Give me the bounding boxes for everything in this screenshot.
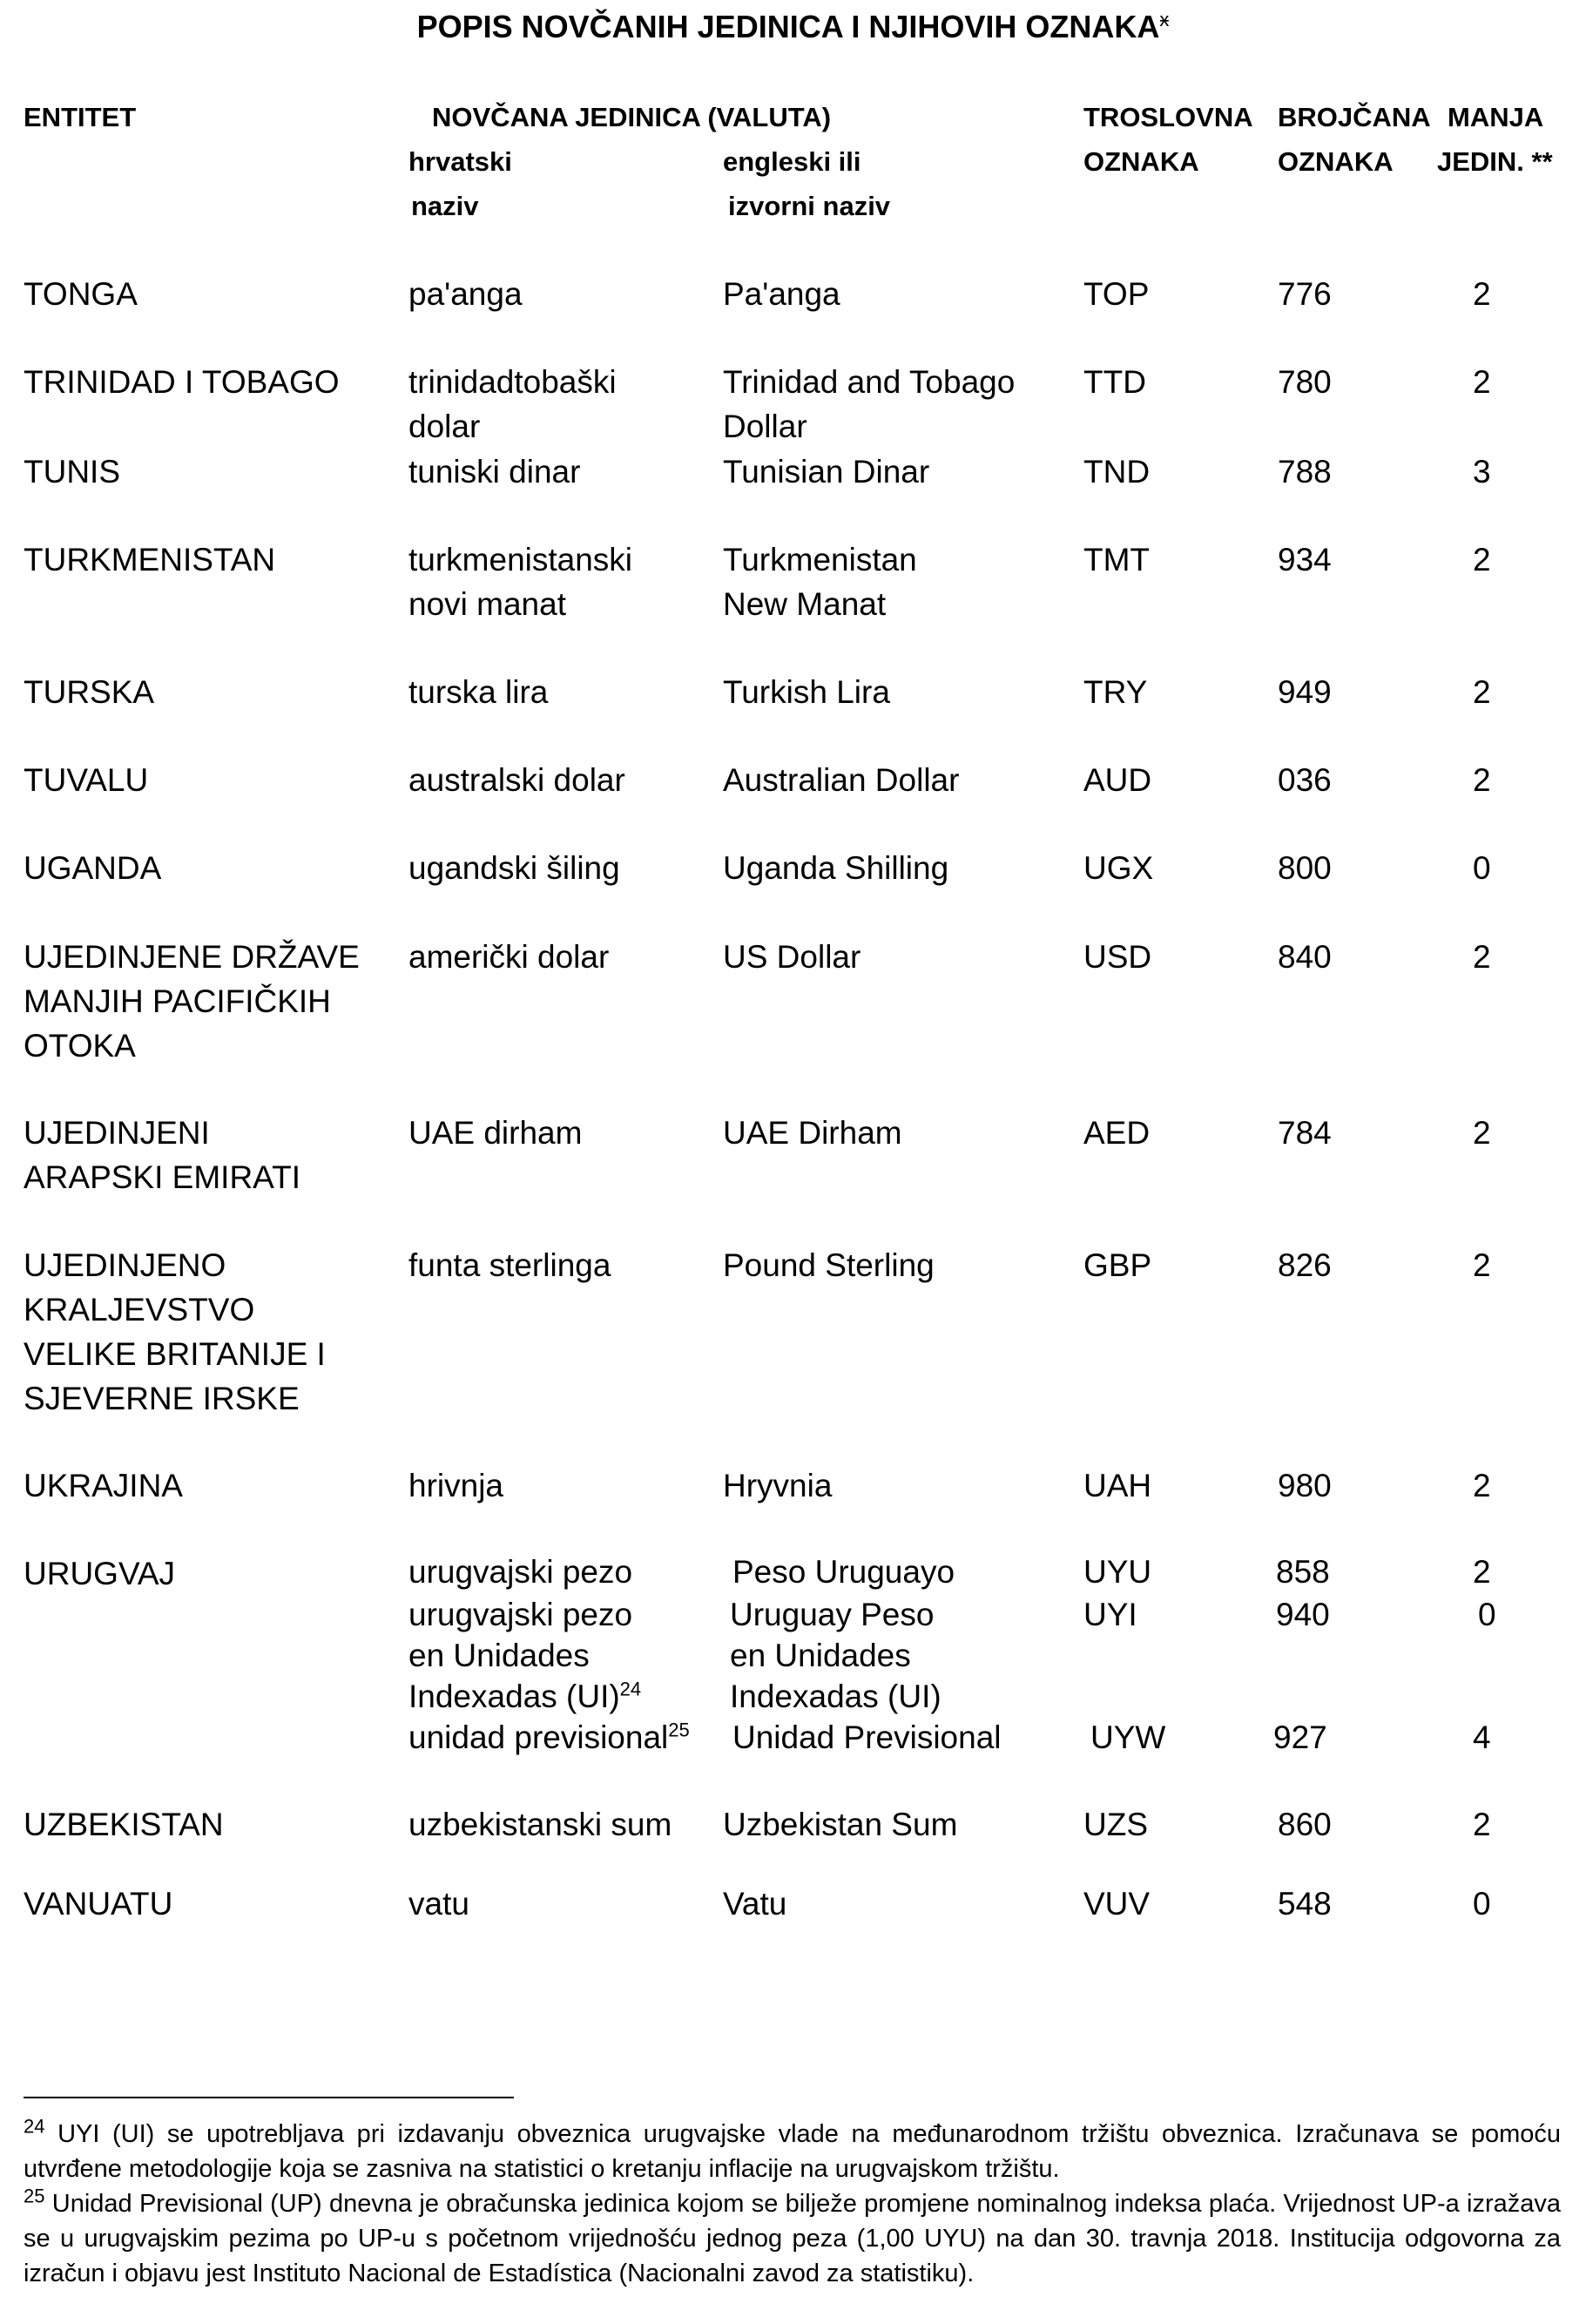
cell-num: 826 [1278, 1247, 1332, 1283]
cell-minor: 2 [1473, 939, 1491, 975]
cell-entity: VANUATU [24, 1886, 173, 1922]
cell-text: Indexadas (UI) [408, 1679, 620, 1714]
header-currency: NOVČANA JEDINICA (VALUTA) [432, 102, 832, 132]
cell-hr [408, 1594, 632, 1635]
header-english: engleski ili [723, 146, 861, 177]
cell-code: UYI [1083, 1597, 1137, 1632]
cell-entity: TONGA [24, 276, 138, 312]
cell-entity: UJEDINJENO KRALJEVSTVO VELIKE BRITANIJE I SJEVERNE IRSKE [24, 1247, 326, 1416]
cell-en: UAE Dirham [723, 1115, 902, 1151]
header-alpha-2: OZNAKA [1083, 146, 1199, 177]
cell-hr: američki dolar [408, 939, 610, 975]
header-english-2: izvorni naziv [728, 191, 891, 221]
cell-minor: 0 [1473, 850, 1491, 886]
header-croatian-2: naziv [411, 191, 479, 221]
cell-minor: 2 [1473, 276, 1491, 312]
footnote-ref: 25 [24, 2185, 45, 2207]
cell-hr: funta sterlinga [408, 1247, 611, 1283]
cell-hr [408, 1551, 632, 1592]
cell-num: 858 [1276, 1554, 1330, 1590]
cell-entity: TUNIS [24, 454, 120, 490]
cell-entity: TRINIDAD I TOBAGO [24, 364, 340, 400]
cell-entity: TURKMENISTAN [24, 542, 276, 578]
cell-num: 980 [1278, 1468, 1332, 1503]
cell-en: Turkish Lira [723, 674, 890, 710]
cell-num: 784 [1278, 1115, 1332, 1151]
cell-minor: 2 [1473, 1554, 1491, 1590]
cell-minor: 4 [1473, 1719, 1491, 1755]
cell-en: Trinidad and Tobago Dollar [723, 364, 1016, 444]
cell-minor: 0 [1478, 1597, 1496, 1632]
footnote-divider [24, 2097, 514, 2098]
header-numeric-2: OZNAKA [1278, 146, 1394, 177]
cell-text: urugvajski pezo [408, 1597, 633, 1632]
cell-hr: turska lira [408, 674, 549, 710]
cell-hr: tuniski dinar [408, 454, 581, 490]
footnote-text: Unidad Previsional (UP) dnevna je obračunska jedinica kojom se bilježe promjene nominalnog indeksa plaća. Vrijednost UP-a izražava se u urugvajskim pezima po UP-u s početnom vrijednošću jednog peza (1,00 UYU) na dan 30. travnja 2018. Institucija odgovorna za izračun i objavu jest Instituto Nacional de Estadística (Nacionalni zavod za statistiku). [24, 2190, 1562, 2287]
page-title [0, 9, 1586, 45]
cell-hr [408, 1676, 641, 1717]
cell-en: Uruguay Peso [730, 1597, 935, 1632]
cell-entity: UZBEKISTAN [24, 1807, 224, 1842]
cell-hr: vatu [408, 1886, 469, 1922]
cell-num: 949 [1278, 674, 1332, 710]
cell-en: Uzbekistan Sum [723, 1807, 958, 1842]
cell-code: UGX [1083, 850, 1154, 886]
cell-code: UZS [1083, 1807, 1148, 1842]
cell-hr: UAE dirham [408, 1115, 583, 1151]
cell-en: Australian Dollar [723, 762, 960, 798]
cell-num: 036 [1278, 762, 1332, 798]
cell-entity: UJEDINJENI ARAPSKI EMIRATI [24, 1115, 300, 1195]
cell-entity: TUVALU [24, 762, 149, 798]
cell-en: Tunisian Dinar [723, 454, 930, 490]
footnote-text: UYI (UI) se upotrebljava pri izdavanju obveznica urugvajske vlade na međunarodnom tržištu obveznica. Izračunava se pomoću utvrđene metodologije koja se zasniva na statistici o kretanju inflacije na urugvajskom tržištu. [24, 2120, 1562, 2183]
cell-minor: 2 [1473, 762, 1491, 798]
cell-code: TND [1083, 454, 1151, 490]
cell-num: 940 [1276, 1597, 1330, 1632]
cell-num: 840 [1278, 939, 1332, 975]
cell-text: urugvajski pezo [408, 1554, 633, 1590]
cell-num: 800 [1278, 850, 1332, 886]
cell-num: 860 [1278, 1807, 1332, 1842]
cell-code: VUV [1083, 1886, 1151, 1922]
cell-code: TMT [1083, 542, 1151, 578]
cell-num: 780 [1278, 364, 1332, 400]
header-alpha: TROSLOVNA [1083, 102, 1253, 132]
cell-minor: 2 [1473, 364, 1491, 400]
cell-en: US Dollar [723, 939, 861, 975]
cell-hr [408, 1635, 590, 1676]
cell-en: Hryvnia [723, 1468, 833, 1503]
cell-minor: 2 [1473, 1115, 1491, 1151]
cell-text: en Unidades [408, 1638, 590, 1673]
cell-hr: pa'anga [408, 276, 523, 312]
header-minor-2: JEDIN. ** [1437, 146, 1553, 177]
cell-code: USD [1083, 939, 1152, 975]
cell-num: 788 [1278, 454, 1332, 490]
cell-en: Pa'anga [723, 276, 840, 312]
cell-minor: 2 [1473, 1247, 1491, 1283]
cell-minor: 2 [1473, 1468, 1491, 1503]
cell-code: AUD [1083, 762, 1152, 798]
footnote-24 [24, 2117, 1561, 2186]
title-mark: ӿ [1159, 9, 1170, 30]
cell-en: Unidad Previsional [732, 1719, 1002, 1755]
header-croatian: hrvatski [408, 146, 512, 177]
cell-hr: trinidadtobaški dolar [408, 364, 617, 444]
cell-en: Peso Uruguayo [732, 1554, 955, 1590]
cell-entity: TURSKA [24, 674, 155, 710]
cell-num: 927 [1273, 1719, 1327, 1755]
cell-minor: 3 [1473, 454, 1491, 490]
cell-code: AED [1083, 1115, 1151, 1151]
header-entity: ENTITET [24, 102, 137, 132]
cell-num: 934 [1278, 542, 1332, 578]
cell-en: Vatu [723, 1886, 787, 1922]
cell-entity: URUGVAJ [24, 1556, 176, 1591]
cell-en: Pound Sterling [723, 1247, 935, 1283]
cell-en: en Unidades [730, 1638, 911, 1673]
cell-minor: 0 [1473, 1886, 1491, 1922]
cell-hr [408, 1717, 690, 1758]
cell-entity: UKRAJINA [24, 1468, 183, 1503]
cell-hr: turkmenistanski novi manat [408, 542, 633, 622]
cell-hr: australski dolar [408, 762, 625, 798]
cell-entity: UGANDA [24, 850, 162, 886]
cell-en: Turkmenistan New Manat [723, 542, 917, 622]
cell-code: GBP [1083, 1247, 1152, 1283]
cell-num: 548 [1278, 1886, 1332, 1922]
cell-en: Uganda Shilling [723, 850, 949, 886]
footnote-ref: 25 [668, 1719, 690, 1741]
cell-text: unidad previsional [408, 1719, 669, 1755]
footnote-ref: 24 [619, 1678, 642, 1700]
cell-hr: hrivnja [408, 1468, 503, 1503]
cell-code: TRY [1083, 674, 1148, 710]
cell-code: UAH [1083, 1468, 1152, 1503]
cell-code: TOP [1083, 276, 1150, 312]
cell-code: TTD [1083, 364, 1146, 400]
title-text: POPIS NOVČANIH JEDINICA I NJIHOVIH OZNAKA [416, 9, 1160, 44]
cell-entity: UJEDINJENE DRŽAVE MANJIH PACIFIČKIH OTOKA [24, 939, 360, 1064]
footnote-ref: 24 [24, 2115, 45, 2138]
cell-minor: 2 [1473, 1807, 1491, 1842]
header-minor: MANJA [1448, 102, 1544, 132]
cell-code: UYU [1083, 1554, 1152, 1590]
header-numeric: BROJČANA [1278, 102, 1431, 132]
cell-hr: uzbekistanski sum [408, 1807, 672, 1842]
cell-minor: 2 [1473, 542, 1491, 578]
cell-hr: ugandski šiling [408, 850, 620, 886]
cell-en: Indexadas (UI) [730, 1679, 941, 1714]
cell-code: UYW [1090, 1719, 1166, 1755]
footnote-25 [24, 2186, 1561, 2291]
cell-minor: 2 [1473, 674, 1491, 710]
cell-num: 776 [1278, 276, 1332, 312]
